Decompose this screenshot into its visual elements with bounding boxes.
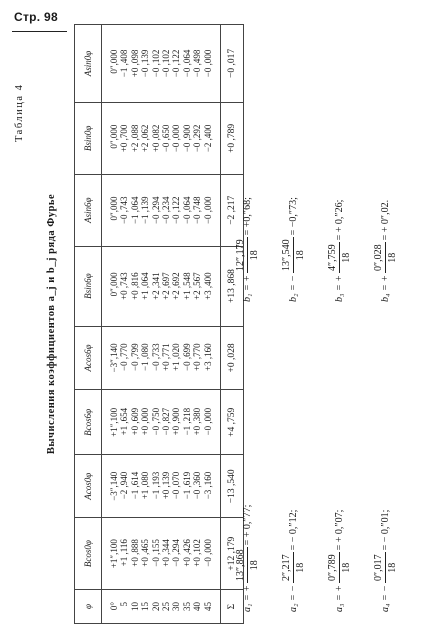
- cell: +2 ,692: [171, 272, 182, 300]
- cell: +0 ,380: [192, 407, 203, 436]
- fraction-denominator: 18: [294, 562, 306, 573]
- column-values-asin6: [102, 174, 221, 246]
- fraction-numerator: 13″,540: [280, 239, 292, 272]
- fraction-numerator: 4″,759: [326, 244, 338, 272]
- cell: +2 ,088: [129, 124, 140, 153]
- header-bcos0: Bcos0φ: [75, 518, 102, 590]
- cell: −2 ,400: [202, 124, 213, 153]
- fraction-numerator: 0″,789: [326, 554, 338, 582]
- fraction-numerator: 12″,179: [234, 239, 246, 272]
- formula-b3: [327, 152, 352, 302]
- cell: −0 ,743: [119, 196, 130, 225]
- formula-result: = −0,″73;: [287, 197, 299, 236]
- cell: −0 ,748: [192, 196, 203, 225]
- cell: +0 ,700: [119, 124, 130, 153]
- sum-asin0: −0 ,017: [221, 25, 244, 103]
- fraction-denominator: 18: [248, 560, 260, 571]
- cell: −0 ,102: [150, 49, 161, 78]
- cell: +0 ,098: [129, 49, 140, 78]
- cell: +0 ,743: [119, 272, 130, 300]
- sum-label: Σ: [221, 590, 244, 624]
- sum-bsin6: +13 ,868: [221, 246, 244, 326]
- cell: −0 ,750: [150, 407, 161, 436]
- fraction-denominator: 18: [386, 252, 398, 263]
- cell: +0 ,816: [129, 272, 140, 300]
- page-number: Стр. 98: [14, 10, 58, 24]
- formula-result: = + 0,″26;: [333, 199, 345, 241]
- cell: −0 ,360: [192, 471, 203, 500]
- cell: 25: [161, 602, 171, 612]
- cell: −0 ,155: [150, 539, 161, 567]
- formula-a4: [373, 462, 398, 612]
- cell: −0 ,827: [161, 407, 171, 436]
- header-asin6: Asin6φ: [75, 174, 102, 246]
- rotated-page-content: [12, 24, 412, 624]
- cell: +2 ,062: [140, 124, 151, 153]
- cell: +3 ,400: [202, 272, 213, 300]
- cell: +2 ,567: [192, 272, 203, 300]
- cell: −0 ,000: [171, 124, 182, 153]
- column-values-phi: [102, 590, 221, 624]
- cell: +0 ,000: [140, 407, 151, 436]
- cell: 5: [119, 602, 130, 607]
- cell: +1″,100: [108, 407, 119, 437]
- cell: −1 ,218: [181, 407, 192, 436]
- column-values-acos0: [102, 455, 221, 518]
- header-bcos6: Bcos6φ: [75, 390, 102, 455]
- cell: −0 ,070: [171, 471, 182, 500]
- fraction-numerator: 2″,217: [280, 554, 292, 582]
- sum-acos6: +0 ,028: [221, 326, 244, 390]
- cell: 45: [202, 602, 213, 612]
- formula-row-4: [364, 24, 406, 624]
- formula-b1: [235, 152, 260, 302]
- formula-row-2: [272, 24, 314, 624]
- cell: −0 ,000: [202, 407, 213, 436]
- cell: −0 ,122: [171, 49, 182, 78]
- column-values-bcos6: [102, 390, 221, 455]
- cell: −3 ,160: [202, 471, 213, 500]
- fraction-numerator: 0″,017: [372, 554, 384, 582]
- formula-result: = + 0″,02.: [379, 199, 391, 241]
- formula-result: = + 0,″77;: [241, 504, 253, 546]
- cell: −0 ,770: [119, 343, 130, 371]
- cell: −0 ,900: [181, 124, 192, 153]
- cell: +0 ,609: [129, 407, 140, 436]
- cell: +1″,100: [108, 539, 119, 569]
- cell: +2 ,697: [161, 272, 171, 300]
- header-bsin0: Bsin0φ: [75, 102, 102, 174]
- cell: −0 ,294: [171, 539, 182, 567]
- cell: −0 ,064: [181, 49, 192, 78]
- cell: −0 ,498: [192, 49, 203, 78]
- table-title: Вычисления коэффициентов a_j и b_j ряда Фурье: [46, 193, 57, 455]
- table-label: Таблица 4: [14, 83, 25, 142]
- formula-result: = + 0,″07;: [333, 509, 345, 551]
- cell: 20: [150, 602, 161, 612]
- cell: −2 ,940: [119, 471, 130, 500]
- cell: 0″,000: [108, 272, 119, 297]
- cell: 0°: [108, 602, 119, 611]
- formula-lhs: a₄ = −: [379, 585, 391, 612]
- cell: −1 ,064: [129, 196, 140, 225]
- cell: +1 ,064: [140, 272, 151, 300]
- cell: −1 ,080: [140, 343, 151, 371]
- header-acos0: Acos0φ: [75, 455, 102, 518]
- cell: +0 ,770: [192, 343, 203, 371]
- cell: 0″,000: [108, 196, 119, 221]
- formula-a2: [281, 462, 306, 612]
- cell: +1 ,116: [119, 539, 130, 567]
- formula-row-1: [226, 24, 268, 624]
- cell: −3″,140: [108, 471, 119, 501]
- cell: −1 ,614: [129, 471, 140, 500]
- sum-bcos0: +12 ,179: [221, 518, 244, 590]
- formula-b4: [373, 152, 398, 302]
- formula-result: = +0,″68;: [241, 197, 253, 236]
- column-values-bcos0: [102, 518, 221, 590]
- cell: +0 ,465: [140, 539, 151, 567]
- formula-b2: [281, 152, 306, 302]
- coefficient-table: [74, 24, 244, 624]
- cell: −1 ,408: [119, 49, 130, 78]
- cell: −1 ,139: [140, 196, 151, 225]
- formula-lhs: b₁ = +: [241, 275, 253, 302]
- cell: −0 ,234: [161, 196, 171, 225]
- cell: +0 ,426: [181, 539, 192, 567]
- cell: +1 ,020: [171, 343, 182, 371]
- header-bsin6: Bsin6φ: [75, 246, 102, 326]
- cell: −0 ,294: [150, 196, 161, 225]
- cell: −3″,140: [108, 343, 119, 373]
- cell: 0″,000: [108, 124, 119, 149]
- cell: +0 ,771: [161, 343, 171, 371]
- fraction-denominator: 18: [248, 250, 260, 261]
- cell: 30: [171, 602, 182, 612]
- cell: +0 ,900: [171, 407, 182, 436]
- cell: −0 ,122: [171, 196, 182, 225]
- cell: +1 ,548: [181, 272, 192, 300]
- cell: −1 ,619: [181, 471, 192, 500]
- sum-bcos6: +4 ,759: [221, 390, 244, 455]
- cell: −0 ,292: [192, 124, 203, 153]
- header-asin0: Asin0φ: [75, 25, 102, 103]
- cell: −1 ,193: [150, 471, 161, 500]
- formula-result: = − 0,″12;: [287, 509, 299, 551]
- sum-acos0: −13 ,540: [221, 455, 244, 518]
- cell: +0 ,888: [129, 539, 140, 567]
- cell: 15: [140, 602, 151, 612]
- fraction-denominator: 18: [340, 252, 352, 263]
- fraction-numerator: 13″,868: [234, 549, 246, 582]
- formula-result: = − 0,″01;: [379, 509, 391, 551]
- fraction-denominator: 18: [340, 562, 352, 573]
- cell: −0 ,000: [202, 196, 213, 225]
- fraction-denominator: 18: [386, 562, 398, 573]
- cell: −0 ,000: [202, 49, 213, 78]
- cell: +1 ,080: [140, 471, 151, 500]
- cell: −0 ,102: [161, 49, 171, 78]
- header-phi: φ: [75, 590, 102, 624]
- fraction-denominator: 18: [294, 250, 306, 261]
- column-values-bsin0: [102, 102, 221, 174]
- formula-lhs: b₄ = +: [379, 275, 391, 302]
- cell: −0 ,733: [150, 343, 161, 371]
- cell: +0 ,082: [150, 124, 161, 153]
- cell: −0 ,139: [140, 49, 151, 78]
- formula-lhs: b₃ = +: [333, 275, 345, 302]
- fraction-numerator: 0″,028: [372, 244, 384, 272]
- cell: +0 ,102: [192, 539, 203, 567]
- cell: +0 ,344: [161, 539, 171, 567]
- cell: 35: [181, 602, 192, 612]
- formula-lhs: a₁ = +: [241, 585, 253, 612]
- formula-lhs: b₂ = −: [287, 275, 299, 302]
- cell: +1 ,654: [119, 407, 130, 436]
- cell: 40: [192, 602, 203, 612]
- cell: −0 ,799: [129, 343, 140, 371]
- formula-lhs: a₃ = +: [333, 585, 345, 612]
- column-values-asin0: [102, 25, 221, 103]
- cell: −0 ,650: [161, 124, 171, 153]
- formula-row-3: [318, 24, 360, 624]
- cell: +0 ,139: [161, 471, 171, 500]
- header-acos6: Acos6φ: [75, 326, 102, 390]
- formula-lhs: a₂ = −: [287, 585, 299, 612]
- column-values-acos6: [102, 326, 221, 390]
- cell: +2 ,341: [150, 272, 161, 300]
- cell: −0 ,699: [181, 343, 192, 371]
- formula-a1: [235, 462, 260, 612]
- cell: +3 ,160: [202, 343, 213, 371]
- formula-a3: [327, 462, 352, 612]
- column-values-bsin6: [102, 246, 221, 326]
- cell: 10: [129, 602, 140, 612]
- cell: −0 ,064: [181, 196, 192, 225]
- cell: −0 ,000: [202, 539, 213, 567]
- sum-bsin0: +0 ,789: [221, 102, 244, 174]
- cell: 0″,000: [108, 49, 119, 74]
- sum-asin6: −2 ,217: [221, 174, 244, 246]
